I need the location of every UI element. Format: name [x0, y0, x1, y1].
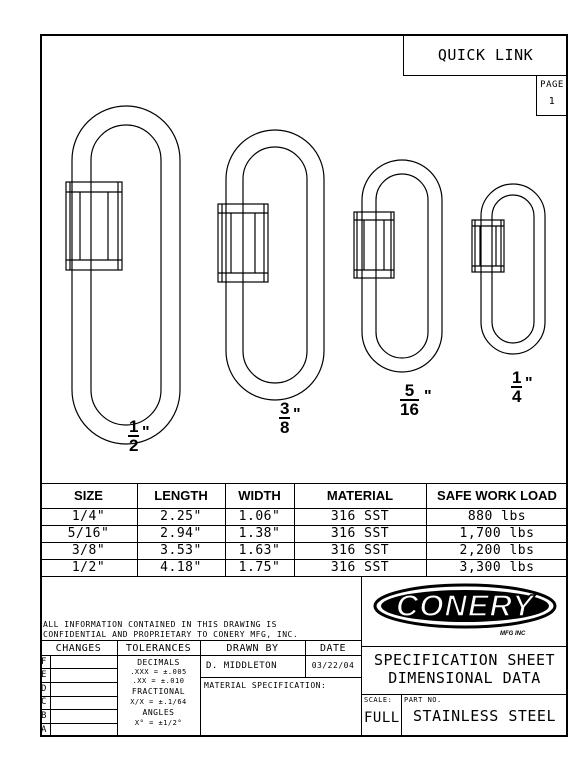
- date-label: DATE: [319, 643, 347, 654]
- quick-link-quarter-inch: [472, 184, 545, 354]
- scale-value: FULL: [364, 710, 400, 726]
- logo-sub: MFG INC: [500, 631, 526, 637]
- confidential-line-1: ALL INFORMATION CONTAINED IN THIS DRAWING IS: [43, 620, 277, 629]
- header-material: MATERIAL: [326, 488, 394, 503]
- drawn-by-label: DRAWN BY: [226, 643, 279, 654]
- quick-link-three-eighths-inch: [218, 130, 324, 400]
- size-label-three-eighths: 3 8 ": [280, 399, 301, 437]
- tolerance-fractional: FRACTIONAL: [131, 687, 186, 696]
- logo-name: CONERY: [395, 588, 535, 623]
- change-letter: A: [41, 725, 47, 735]
- tolerance-fraction-value: X/X = ±.1/64: [130, 698, 187, 706]
- page-label: PAGE: [540, 80, 564, 90]
- part-label: PART NO.: [404, 696, 442, 704]
- size-label-quarter: 1 4 ": [512, 368, 533, 406]
- header-width: WIDTH: [238, 488, 281, 503]
- size-label-half: 1 2 ": [129, 417, 150, 455]
- drawn-by-value: D. MIDDLETON: [206, 661, 278, 671]
- change-letter: B: [41, 711, 47, 721]
- date-value: 03/22/04: [311, 661, 355, 670]
- tolerance-angle-value: X° = ±1/2°: [134, 719, 183, 727]
- tolerance-xxx: .XXX = ±.005: [130, 668, 187, 676]
- change-letter: C: [41, 697, 47, 707]
- quick-link-drawings: [40, 34, 568, 484]
- spec-sheet-line-1: SPECIFICATION SHEET: [373, 651, 556, 669]
- header-size: SIZE: [74, 488, 103, 503]
- spec-sheet-line-2: DIMENSIONAL DATA: [388, 669, 541, 687]
- size-label-five-sixteenths: 5 16 ": [400, 381, 432, 419]
- part-value: STAINLESS STEEL: [413, 707, 556, 725]
- header-safe-work-load: SAFE WORK LOAD: [437, 488, 557, 503]
- drawing-title: QUICK LINK: [437, 46, 534, 64]
- material-spec-label: MATERIAL SPECIFICATION:: [204, 681, 327, 690]
- change-letter: E: [41, 670, 47, 680]
- scale-label: SCALE:: [364, 696, 393, 704]
- quick-link-half-inch: [66, 106, 180, 444]
- tolerance-decimals: DECIMALS: [137, 658, 180, 667]
- tolerance-xx: .XX = ±.010: [132, 677, 185, 685]
- page-number: 1: [548, 96, 556, 107]
- confidential-line-2: CONFIDENTIAL AND PROPRIETARY TO CONERY MFG, INC.: [43, 630, 299, 639]
- tolerances-label: TOLERANCES: [125, 643, 192, 654]
- change-letter: F: [41, 657, 47, 667]
- header-length: LENGTH: [154, 488, 208, 503]
- change-letter: D: [41, 684, 47, 694]
- quick-link-five-sixteenths-inch: [354, 160, 442, 372]
- tolerance-angles: ANGLES: [142, 708, 175, 717]
- changes-label: CHANGES: [55, 643, 102, 654]
